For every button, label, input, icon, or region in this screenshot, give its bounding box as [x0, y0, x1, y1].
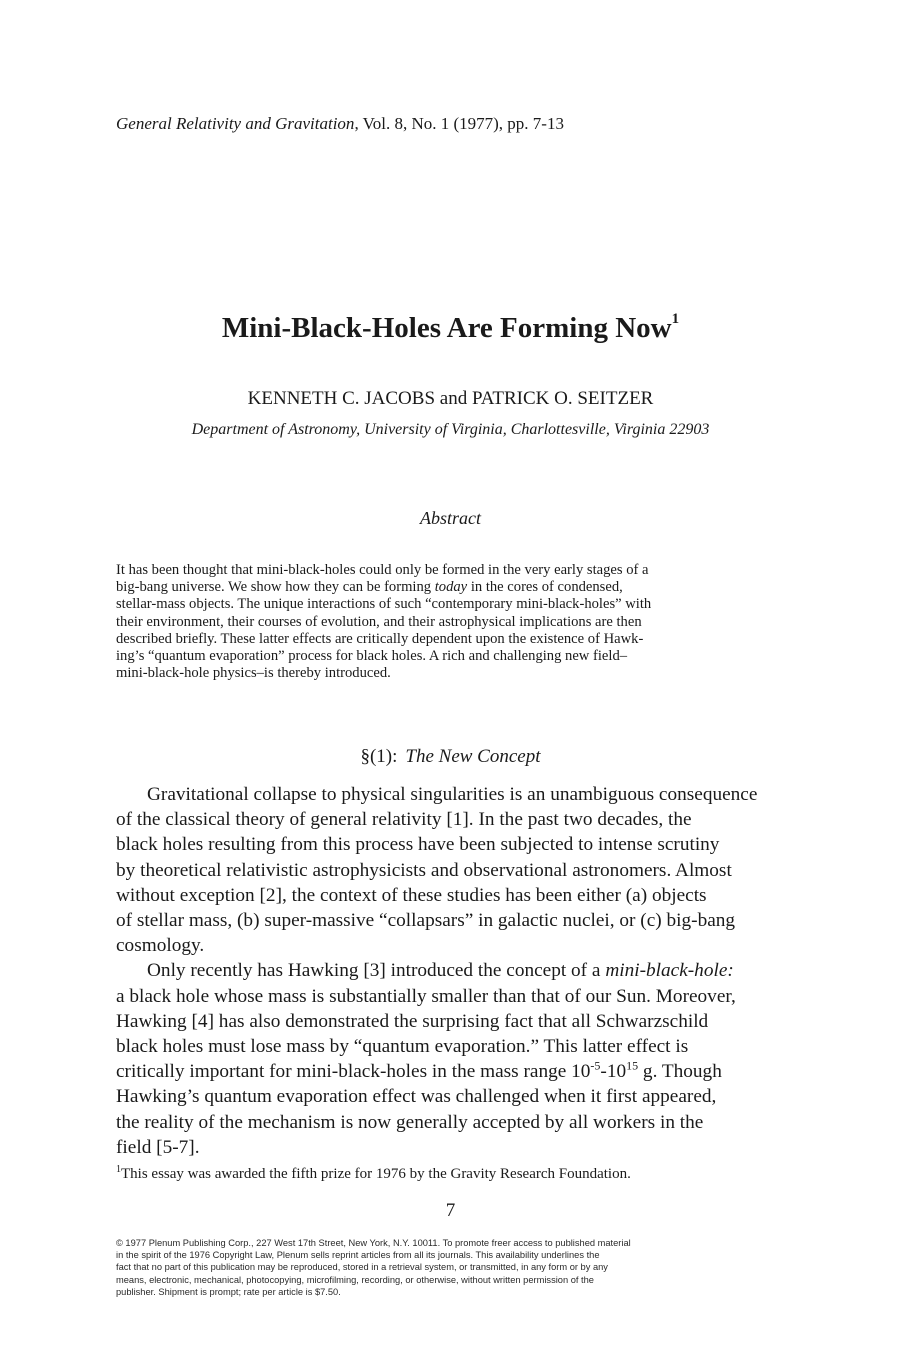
abstract-emphasis: today — [434, 579, 468, 596]
title-footnote-mark: 1 — [671, 311, 680, 328]
footnote-mark: 1 — [116, 1164, 121, 1175]
article-title — [0, 312, 901, 345]
journal-citation — [116, 114, 564, 134]
copyright-line: fact that no part of this publication may be reproduced, stored in a retrieval system, or transmitted, in any form or by any — [116, 1262, 608, 1273]
authors: KENNETH C. JACOBS and PATRICK O. SEITZER — [247, 388, 654, 409]
citation-details: , Vol. 8, No. 1 (1977), pp. 7-13 — [354, 114, 564, 133]
body-line: Hawking’s quantum evaporation effect was challenged when it first appeared, — [116, 1086, 717, 1108]
footnote — [116, 1164, 631, 1183]
body-line — [116, 1059, 796, 1084]
section-number: §(1): — [360, 746, 398, 767]
body-line: Gravitational collapse to physical singularities is an unambiguous consequence — [147, 784, 758, 805]
journal-name: General Relativity and Gravitation — [116, 114, 355, 133]
abstract-line: It has been thought that mini-black-holes could only be formed in the very early stages of a — [116, 562, 649, 578]
body-text-run: Only recently has Hawking [3] introduced the concept of a — [147, 960, 606, 982]
abstract-body — [116, 562, 788, 682]
body-line: without exception [2], the context of these studies has been either (a) objects — [116, 884, 707, 906]
body-emphasis: mini-black-hole: — [605, 960, 734, 982]
body-text-run: -10 — [600, 1061, 627, 1083]
copyright-line: publisher. Shipment is prompt; rate per article is $7.50. — [116, 1286, 341, 1297]
abstract-heading: Abstract — [420, 508, 481, 528]
body-line: black holes must lose mass by “quantum evaporation.” This latter effect is — [116, 1036, 689, 1058]
body-line: Hawking [4] has also demonstrated the surprising fact that all Schwarzschild — [116, 1010, 709, 1032]
body-line: by theoretical relativistic astrophysicists and observational astronomers. Almost — [116, 859, 732, 881]
copyright-line: © 1977 Plenum Publishing Corp., 227 West 17th Street, New York, N.Y. 10011. To promote freer access to published material — [116, 1238, 631, 1248]
abstract-text: big-bang universe. We show how they can be forming — [116, 579, 435, 596]
exponent: 15 — [626, 1058, 639, 1073]
body-line: cosmology. — [116, 935, 205, 957]
body-line: field [5-7]. — [116, 1136, 200, 1158]
abstract-line: stellar-mass objects. The unique interactions of such “contemporary mini-black-holes” with — [116, 596, 652, 613]
body-line: of stellar mass, (b) super-massive “collapsars” in galactic nuclei, or (c) big-bang — [116, 910, 736, 932]
abstract-line: described briefly. These latter effects are critically dependent upon the existence of Hawk- — [116, 630, 644, 647]
copyright-line: in the spirit of the 1976 Copyright Law, Plenum sells reprint articles from all its journals. This availability underlines the — [116, 1250, 600, 1261]
section-title: The New Concept — [405, 746, 541, 767]
body-text-run: critically important for mini-black-holes in the mass range 10 — [116, 1061, 591, 1083]
abstract-line: their environment, their courses of evolution, and their astrophysical implications are then — [116, 613, 642, 630]
abstract-text: in the cores of condensed, — [467, 579, 623, 596]
page-number: 7 — [445, 1200, 456, 1221]
abstract-line — [116, 579, 788, 596]
body-text-run: g. Though — [638, 1061, 722, 1083]
abstract-line: ing’s “quantum evaporation” process for black holes. A rich and challenging new field– — [116, 648, 628, 665]
exponent: -5 — [590, 1058, 601, 1073]
body-line: a black hole whose mass is substantially smaller than that of our Sun. Moreover, — [116, 985, 736, 1007]
body-line: black holes resulting from this process have been subjected to intense scrutiny — [116, 834, 720, 856]
affiliation: Department of Astronomy, University of Virginia, Charlottesville, Virginia 22903 — [191, 421, 710, 438]
title-text: Mini-Black-Holes Are Forming Now — [221, 312, 672, 344]
copyright-line: means, electronic, mechanical, photocopying, microfilming, recording, or otherwise, without written permission of the — [116, 1274, 594, 1285]
body-line — [116, 958, 796, 983]
section-heading — [0, 746, 901, 768]
body-line: the reality of the mechanism is now generally accepted by all workers in the — [116, 1111, 704, 1133]
abstract-line: mini-black-hole physics–is thereby introduced. — [116, 665, 391, 682]
footnote-text: This essay was awarded the fifth prize for 1976 by the Gravity Research Foundation. — [121, 1166, 631, 1182]
copyright-notice — [116, 1237, 796, 1298]
body-line: of the classical theory of general relativity [1]. In the past two decades, the — [116, 809, 692, 831]
body-text — [116, 782, 796, 1160]
